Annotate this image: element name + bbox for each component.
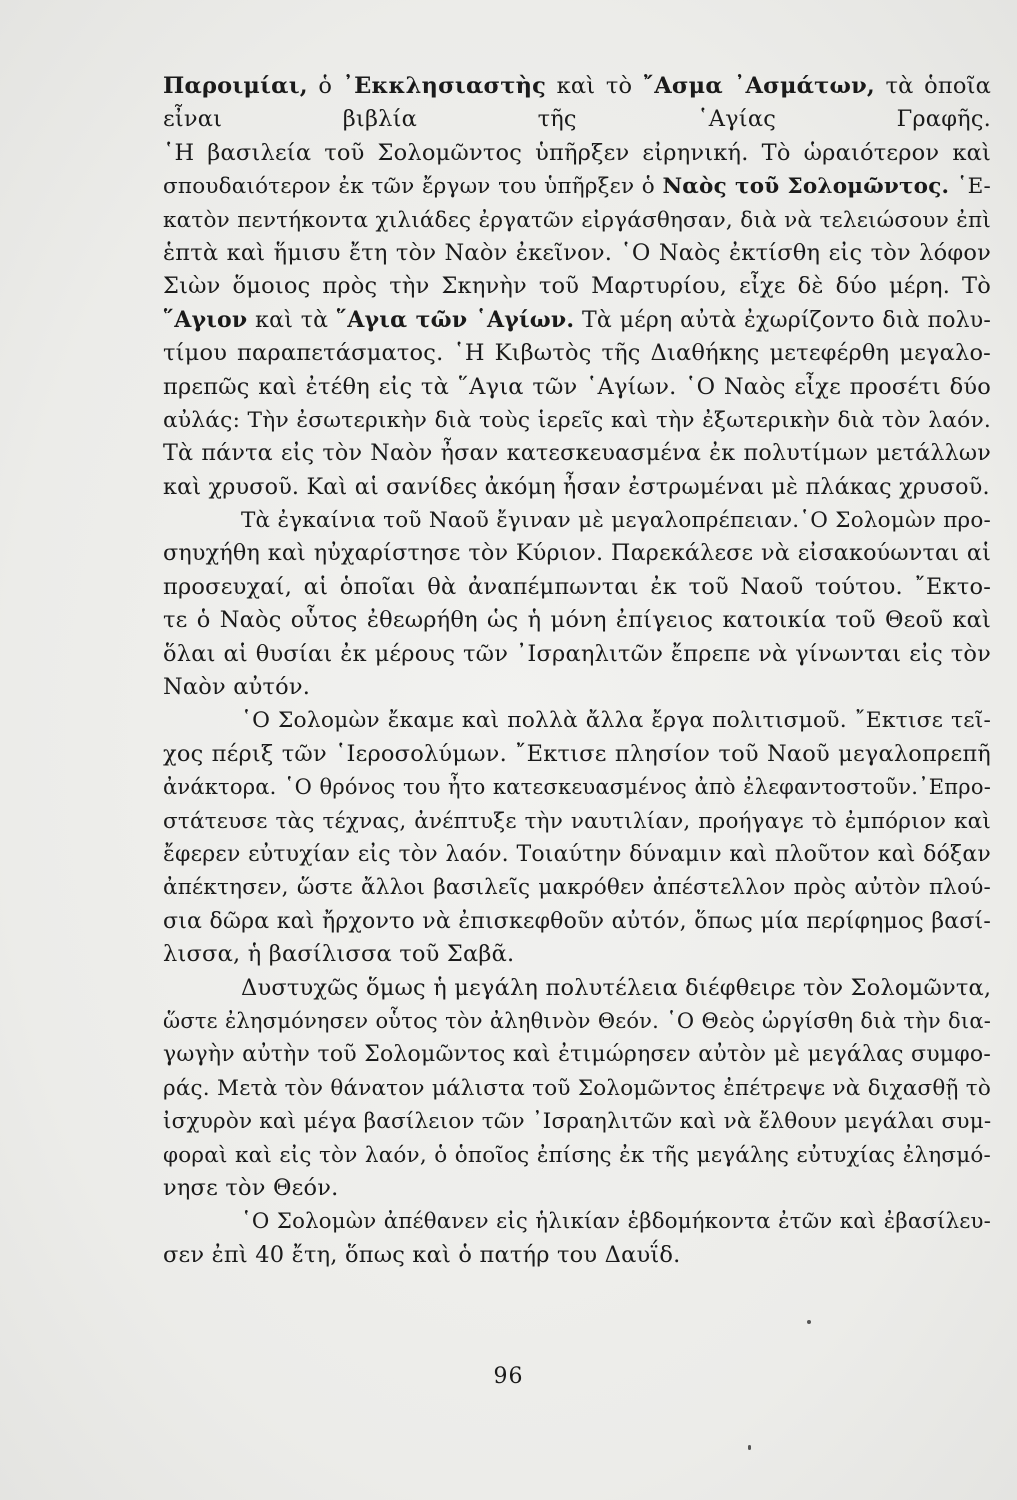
text-run: σηυχήθη καὶ ηὐχαρίστησε τὸν Κύριον. Παρεκάλεσε νὰ εἰσακούωνται αἱ bbox=[163, 540, 991, 567]
text-line bbox=[163, 237, 991, 270]
text-line bbox=[163, 1239, 991, 1272]
text-run: ὥστε ἐλησμόνησεν οὗτος τὸν ἀληθινὸν Θεόν. ῾Ο Θεὸς ὠργίσθη διὰ τὴν δια- bbox=[163, 1008, 991, 1033]
text-line bbox=[163, 437, 991, 470]
text-run: σπουδαιότερον ἐκ τῶν ἔργων του ὑπῆρξεν ὁ bbox=[163, 174, 663, 200]
text-line bbox=[163, 571, 991, 604]
text-run: χος πέριξ τῶν ῾Ιεροσολύμων. ῎Εκτισε πλησίον τοῦ Ναοῦ μεγαλοπρεπῆ bbox=[163, 740, 991, 767]
text-run: ῾Η βασιλεία τοῦ Σολομῶντος ὑπῆρξεν εἰρηνική. Τὸ ὡραιότερον καὶ bbox=[163, 139, 991, 166]
text-line bbox=[163, 270, 991, 303]
text-run: καὶ τὰ bbox=[247, 307, 337, 333]
text-run: ὅλαι αἱ θυσίαι ἐκ μέρους τῶν ᾿Ισραηλιτῶν ἔπρεπε νὰ γίνωνται εἰς τὸν bbox=[163, 640, 991, 667]
text-run: ἀνάκτορα. ῾Ο θρόνος του ἦτο κατεσκευασμένος ἀπὸ ἐλεφαντοστοῦν.᾿Επρο- bbox=[163, 775, 991, 800]
text-run: ἔφερεν εὐτυχίαν εἰς τὸν λαόν. Τοιαύτην δύναμιν καὶ πλοῦτον καὶ δόξαν bbox=[163, 841, 991, 867]
text-run: εἶναι βιβλία τῆς ῾Αγίας Γραφῆς. bbox=[163, 106, 991, 133]
text-line bbox=[163, 1072, 991, 1105]
text-line bbox=[163, 137, 991, 170]
text-run: ἰσχυρὸν καὶ μέγα βασίλειον τῶν ᾿Ισραηλιτῶν καὶ νὰ ἔλθουν μεγάλαι συμ- bbox=[163, 1109, 991, 1135]
text-line bbox=[163, 972, 991, 1005]
text-run: Σιὼν ὅμοιος πρὸς τὴν Σκηνὴν τοῦ Μαρτυρίου, εἶχε δὲ δύο μέρη. Τὸ bbox=[163, 273, 991, 300]
text-line bbox=[163, 170, 991, 203]
text-run: Τὰ ἐγκαίνια τοῦ Ναοῦ ἔγιναν μὲ μεγαλοπρέπειαν.῾Ο Σολομὼν προ- bbox=[241, 508, 991, 534]
text-run: ράς. Μετὰ τὸν θάνατον μάλιστα τοῦ Σολομῶντος ἐπέτρεψε νὰ διχασθῇ τὸ bbox=[163, 1075, 991, 1101]
bold-term: ῞Αγιον bbox=[163, 306, 248, 333]
ink-speck bbox=[807, 1320, 811, 1324]
ink-speck bbox=[748, 1445, 751, 1450]
text-line bbox=[163, 471, 991, 504]
text-line bbox=[163, 738, 991, 771]
text-line bbox=[163, 704, 991, 737]
text-line bbox=[163, 70, 991, 103]
text-run: αὐλάς: Τὴν ἐσωτερικὴν διὰ τοὺς ἱερεῖς καὶ τὴν ἐξωτερικὴν διὰ τὸν λαόν. bbox=[163, 407, 991, 433]
text-run: Ναὸν αὐτόν. bbox=[163, 674, 311, 701]
bold-term: Ναὸς τοῦ Σολομῶντος. bbox=[662, 174, 950, 200]
bold-term: Παροιμίαι, bbox=[163, 73, 308, 99]
text-run: νησε τὸν Θεόν. bbox=[163, 1174, 339, 1201]
text-run: ἑπτὰ καὶ ἥμισυ ἔτη τὸν Ναὸν ἐκεῖνον. ῾Ο Ναὸς ἐκτίσθη εἰς τὸν λόφον bbox=[163, 239, 991, 266]
text-run: κατὸν πεντήκοντα χιλιάδες ἐργατῶν εἰργάσθησαν, διὰ νὰ τελειώσουν ἐπὶ bbox=[163, 207, 991, 233]
text-line bbox=[163, 1139, 991, 1172]
text-run: φοραὶ καὶ εἰς τὸν λαόν, ὁ ὁποῖος ἐπίσης ἐκ τῆς μεγάλης εὐτυχίας ἐλησμό- bbox=[163, 1142, 991, 1168]
text-line bbox=[163, 537, 991, 570]
text-run: τίμου παραπετάσματος. ῾Η Κιβωτὸς τῆς Διαθήκης μετεφέρθη μεγαλο- bbox=[163, 340, 991, 367]
text-line bbox=[163, 805, 991, 838]
text-line bbox=[163, 304, 991, 337]
text-run: ῾Ο Σολομὼν ἀπέθανεν εἰς ἡλικίαν ἑβδομήκοντα ἐτῶν καὶ ἐβασίλευ- bbox=[241, 1209, 991, 1235]
text-run: ῾Ε- bbox=[949, 174, 991, 200]
text-line bbox=[163, 1172, 991, 1205]
text-line bbox=[163, 1105, 991, 1138]
body-text bbox=[163, 70, 991, 1272]
text-line bbox=[163, 404, 991, 437]
text-run: γωγὴν αὐτὴν τοῦ Σολομῶντος καὶ ἐτιμώρησεν αὐτὸν μὲ μεγάλας συμφο- bbox=[163, 1042, 991, 1068]
text-run: καὶ χρυσοῦ. Καὶ αἱ σανίδες ἀκόμη ἦσαν ἐστρωμέναι μὲ πλάκας χρυσοῦ. bbox=[163, 473, 990, 500]
text-line bbox=[163, 1005, 991, 1038]
text-line bbox=[163, 838, 991, 871]
text-run: λισσα, ἡ βασίλισσα τοῦ Σαβᾶ. bbox=[163, 941, 515, 968]
text-run: προσευχαί, αἱ ὁποῖαι θὰ ἀναπέμπωνται ἐκ τοῦ Ναοῦ τούτου. ῎Εκτο- bbox=[163, 573, 991, 600]
text-line bbox=[163, 771, 991, 804]
text-line bbox=[163, 638, 991, 671]
text-run: Τὰ πάντα εἰς τὸν Ναὸν ἦσαν κατεσκευασμένα ἐκ πολυτίμων μετάλλων bbox=[163, 440, 991, 467]
text-run: τε ὁ Ναὸς οὗτος ἐθεωρήθη ὡς ἡ μόνη ἐπίγειος κατοικία τοῦ Θεοῦ καὶ bbox=[163, 607, 991, 634]
text-line bbox=[163, 204, 991, 237]
bold-term: ῞Αγια τῶν ῾Αγίων. bbox=[336, 306, 575, 333]
text-run: σια δῶρα καὶ ἤρχοντο νὰ ἐπισκεφθοῦν αὐτόν, ὅπως μία περίφημος βασί- bbox=[163, 908, 991, 934]
text-run: ὁ bbox=[307, 73, 343, 99]
text-line bbox=[163, 938, 991, 971]
text-line bbox=[163, 1205, 991, 1238]
text-line bbox=[163, 671, 991, 704]
text-line bbox=[163, 103, 991, 136]
text-run: πρεπῶς καὶ ἐτέθη εἰς τὰ ῞Αγια τῶν ῾Αγίων. ῾Ο Ναὸς εἶχε προσέτι δύο bbox=[163, 373, 991, 400]
text-line bbox=[163, 604, 991, 637]
page-number: 96 bbox=[493, 1364, 524, 1389]
bold-term: ῎Ασμα ᾿Ασμάτων, bbox=[642, 73, 875, 99]
text-run: τὰ ὁποῖα bbox=[874, 73, 991, 99]
text-run: καὶ τὸ bbox=[546, 73, 643, 99]
text-line bbox=[163, 504, 991, 537]
text-run: στάτευσε τὰς τέχνας, ἀνέπτυξε τὴν ναυτιλίαν, προήγαγε τὸ ἐμπόριον καὶ bbox=[163, 808, 991, 834]
text-line bbox=[163, 871, 991, 904]
text-line bbox=[163, 905, 991, 938]
text-run: Τὰ μέρη αὐτὰ ἐχωρίζοντο διὰ πολυ- bbox=[574, 307, 991, 333]
text-run: σεν ἐπὶ 40 ἔτη, ὅπως καὶ ὁ πατήρ του Δαυΐδ. bbox=[163, 1241, 681, 1268]
text-run: ῾Ο Σολομὼν ἔκαμε καὶ πολλὰ ἄλλα ἔργα πολιτισμοῦ. ῎Εκτισε τεῖ- bbox=[241, 708, 991, 734]
bold-term: ᾿Εκκλησιαστὴς bbox=[342, 73, 547, 99]
text-run: ἀπέκτησεν, ὥστε ἄλλοι βασιλεῖς μακρόθεν ἀπέστελλον πρὸς αὐτὸν πλού- bbox=[163, 875, 991, 901]
text-run: Δυστυχῶς ὅμως ἡ μεγάλη πολυτέλεια διέφθειρε τὸν Σολομῶντα, bbox=[241, 974, 991, 1001]
text-line bbox=[163, 337, 991, 370]
text-line bbox=[163, 371, 991, 404]
text-line bbox=[163, 1038, 991, 1071]
